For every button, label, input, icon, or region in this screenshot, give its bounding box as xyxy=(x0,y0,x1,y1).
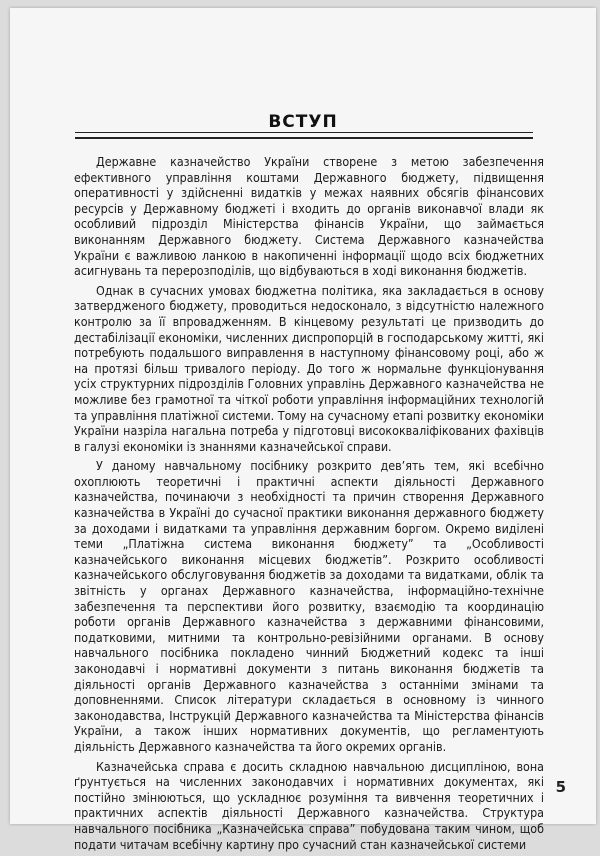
paragraph: У даному навчальному посібнику розкрито дев’ять тем, які всебічно охоплюють теоретичні і практичні аспекти діяльності Державного казначейства, починаючи з необхідності та причин створення Державного казначейства в Україні до сучасної практики виконання державного бюджету за доходами і видатками та управління державним боргом. Окремо виділені теми „Платіжна система виконання бюджету” та „Особливості казначейського виконання місцевих бюджетів”. Розкрито особливості казначейського обслуговування бюджетів за доходами та видатками, облік та звітність у органах Державного казначейства, інформаційно-технічне забезпечення та перспективи його розвитку, взаємодію та координацію роботи органів Державного казначейства з державними фінансовими, податковими, митними та контрольно-ревізійними органами. В основу навчального посібника покладено чинний Бюджетний кодекс та інші законодавчі і нормативні документи з питань виконання бюджетів та діяльності органів Державного казначейства з останніми змінами та доповненнями. Список літератури складається в основному із чинного законодавства, Інструкцій Державного казначейства та Міністерства фінансів України, а також інших нормативних документів, що регламентують діяльність Державного казначейства та його окремих органів. xyxy=(74,458,544,754)
book-page xyxy=(10,8,596,852)
heading-rule-thin xyxy=(75,132,533,133)
page-number: 5 xyxy=(555,778,566,796)
paragraph: Казначейська справа є досить складною навчальною дисципліною, вона ґрунтується на численних законодавчих і нормативних документах, які постійно змінюються, що ускладнює розуміння та вивчення теоретичних і практичних аспектів діяльності Державного казначейства. Структура навчального посібника „Казначейська справа” побудована таким чином, щоб подати читачам всебічну картину про сучасний стан казначейської системи xyxy=(74,758,544,852)
paragraph: Державне казначейство України створене з метою забезпечення ефективного управління коштами Державного бюджету, підвищення оперативності у здійсненні видатків у межах наявних обсягів фінансових ресурсів у Державному бюджеті і входить до органів виконавчої влади як особливий підрозділ Міністерства фінансів України, що займається виконанням Державного бюджету. Система Державного казначейства України є важливою ланкою в накопиченні інформації щодо всіх бюджетних асигнувань та перерозподілів, що відбуваються в ході виконання бюджетів. xyxy=(74,154,544,279)
body-text xyxy=(74,154,544,856)
section-heading: ВСТУП xyxy=(268,112,338,132)
heading-rule-thick xyxy=(75,137,533,139)
paragraph: Однак в сучасних умовах бюджетна політика, яка закладається в основу затвердженого бюджету, проводиться недосконало, з відсутністю належного контролю за її впровадженням. В кінцевому результаті це призводить до дестабілізації економіки, численних диспропорцій в господарському житті, які потребують подальшого виправлення в наступному фінансовому році, або ж на протязі більш тривалого періоду. До того ж нормальне функціонування усіх структурних підрозділів Головних управлінь Державного казначейства не можливе без грамотної та чіткої роботи управління інформаційних технологій та управління платіжної системи. Тому на сучасному етапі розвитку економіки України назріла нагальна потреба у підготовці висококваліфікованих фахівців в галузі економіки із знаннями казначейської справи. xyxy=(74,282,544,454)
